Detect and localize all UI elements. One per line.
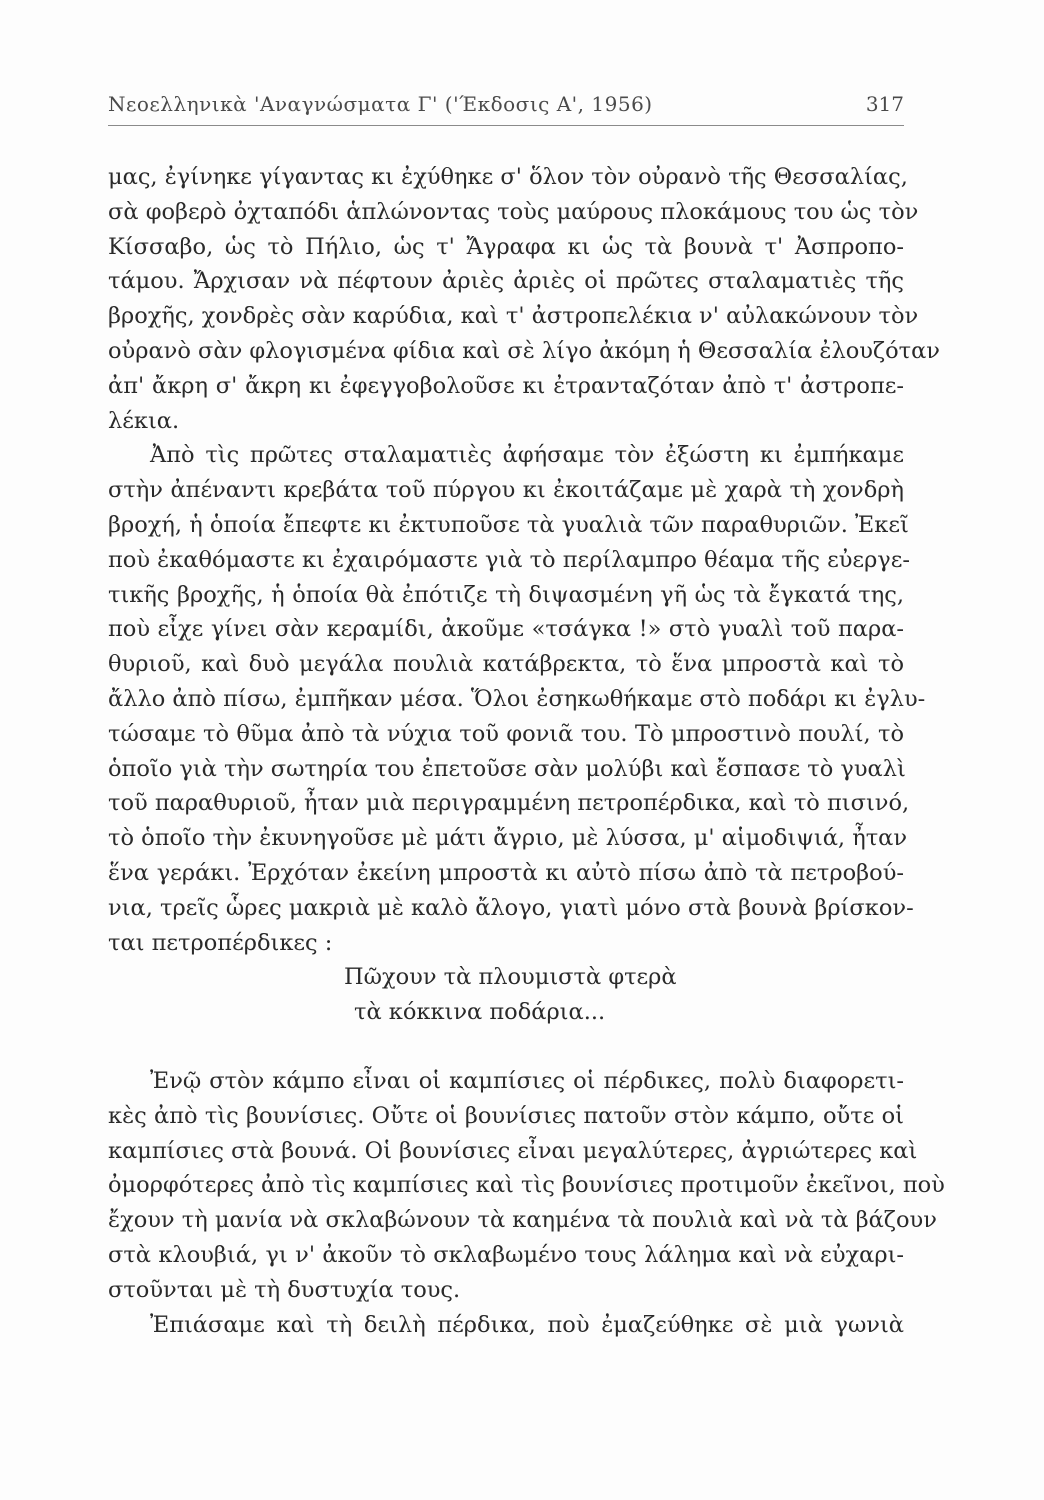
text-line: ἄλλο ἀπὸ πίσω, ἐμπῆκαν μέσα. Ὅλοι ἐσηκωθήκαμε στὸ ποδάρι κι ἐγλυ- xyxy=(108,685,926,712)
text-line: Ἀπὸ τὶς πρῶτες σταλαματιὲς ἀφήσαμε τὸν ἐξώστη κι ἐμπήκαμε xyxy=(150,442,904,469)
text-line: ται πετροπέρδικες : xyxy=(108,929,333,956)
text-line: τώσαμε τὸ θῦμα ἀπὸ τὰ νύχια τοῦ φονιᾶ του. Τὸ μπροστινὸ πουλί, τὸ xyxy=(108,720,904,747)
text-line: σὰ φοβερὸ ὀχταπόδι ἁπλώνοντας τοὺς μαύρους πλοκάμους του ὡς τὸν xyxy=(108,198,919,225)
text-line: ἔχουν τὴ μανία νὰ σκλαβώνουν τὰ καημένα τὰ πουλιὰ καὶ νὰ τὰ βάζουν xyxy=(108,1207,937,1234)
text-line: ἕνα γεράκι. Ἐρχόταν ἐκείνη μπροστὰ κι αὐτὸ πίσω ἀπὸ τὰ πετροβού- xyxy=(108,859,904,886)
header-rule xyxy=(108,125,904,126)
text-line: στὴν ἀπέναντι κρεβάτα τοῦ πύργου κι ἐκοιτάζαμε μὲ χαρὰ τὴ χονδρὴ xyxy=(108,477,904,504)
text-line: ὀμορφότερες ἀπὸ τὶς καμπίσιες καὶ τὶς βουνίσιες προτιμοῦν ἐκεῖνοι, ποὺ xyxy=(108,1172,945,1199)
text-line: Ἐπιάσαμε καὶ τὴ δειλὴ πέρδικα, ποὺ ἐμαζεύθηκε σὲ μιὰ γωνιὰ xyxy=(150,1311,904,1338)
text-line: στὰ κλουβιά, γι ν' ἀκοῦν τὸ σκλαβωμένο τους λάλημα καὶ νὰ εὐχαρι- xyxy=(108,1241,904,1268)
text-line: μας, ἐγίνηκε γίγαντας κι ἐχύθηκε σ' ὅλον τὸν οὐρανὸ τῆς Θεσσαλίας, xyxy=(108,164,908,190)
text-line: θυριοῦ, καὶ δυὸ μεγάλα πουλιὰ κατάβρεκτα, τὸ ἕνα μπροστὰ καὶ τὸ xyxy=(108,651,904,678)
text-line: ποὺ εἶχε γίνει σὰν κεραμίδι, ἀκοῦμε «τσάγκα !» στὸ γυαλὶ τοῦ παρα- xyxy=(108,616,904,643)
verse-spacing xyxy=(108,1030,904,1064)
text-line: καμπίσιες στὰ βουνά. Οἱ βουνίσιες εἶναι μεγαλύτερες, ἀγριώτερες καὶ xyxy=(108,1137,918,1164)
text-line: οὐρανὸ σὰν φλογισμένα φίδια καὶ σὲ λίγο ἀκόμη ἡ Θεσσαλία ἐλουζόταν xyxy=(108,337,940,364)
text-line: Κίσσαβο, ὡς τὸ Πήλιο, ὡς τ' Ἄγραφα κι ὡς τὰ βουνὰ τ' Ἀσπροπο- xyxy=(108,233,904,260)
text-line: Ἐνῷ στὸν κάμπο εἶναι οἱ καμπίσιες οἱ πέρδικες, πολὺ διαφορετι- xyxy=(150,1067,904,1094)
running-title: Νεοελληνικὰ 'Αναγνώσματα Γ' ('Έκδοσις Α', 1956) xyxy=(108,92,653,116)
text-line: τοῦ παραθυριοῦ, ἦταν μιὰ περιγραμμένη πετροπέρδικα, καὶ τὸ πισινό, xyxy=(108,790,910,817)
page-header xyxy=(108,92,904,122)
text-line: τικῆς βροχῆς, ἡ ὁποία θὰ ἐπότιζε τὴ διψασμένη γῆ ὡς τὰ ἔγκατά της, xyxy=(108,581,904,608)
text-line: βροχή, ἡ ὁποία ἔπεφτε κι ἐκτυποῦσε τὰ γυαλιὰ τῶν παραθυριῶν. Ἐκεῖ xyxy=(108,511,909,538)
text-line: νια, τρεῖς ὧρες μακριὰ μὲ καλὸ ἄλογο, γιατὶ μόνο στὰ βουνὰ βρίσκον- xyxy=(108,894,914,921)
text-line: ποὺ ἐκαθόμαστε κι ἐχαιρόμαστε γιὰ τὸ περίλαμπρο θέαμα τῆς εὐεργε- xyxy=(108,546,911,573)
text-line: στοῦνται μὲ τὴ δυστυχία τους. xyxy=(108,1276,461,1303)
text-line: λέκια. xyxy=(108,407,180,434)
verse-line: Πῶχουν τὰ πλουμιστὰ φτερὰ xyxy=(344,964,677,991)
text-line: κὲς ἀπὸ τὶς βουνίσιες. Οὔτε οἱ βουνίσιες πατοῦν στὸν κάμπο, οὔτε οἱ xyxy=(108,1102,904,1129)
page-number: 317 xyxy=(865,92,904,116)
text-line: τὸ ὁποῖο τὴν ἐκυνηγοῦσε μὲ μάτι ἄγριο, μὲ λύσσα, μ' αἱμοδιψιά, ἦταν xyxy=(108,825,908,852)
verse-line: τὰ κόκκινα ποδάρια... xyxy=(354,999,606,1026)
text-line: ὁποῖο γιὰ τὴν σωτηρία του ἐπετοῦσε σὰν μολύβι καὶ ἔσπασε τὸ γυαλὶ xyxy=(108,755,906,782)
text-line: ἀπ' ἄκρη σ' ἄκρη κι ἐφεγγοβολοῦσε κι ἐτρανταζόταν ἀπὸ τ' ἀστροπε- xyxy=(108,372,904,399)
text-line: τάμου. Ἄρχισαν νὰ πέφτουν ἀριὲς ἀριὲς οἱ πρῶτες σταλαματιὲς τῆς xyxy=(108,268,904,295)
body-text xyxy=(108,160,945,1342)
text-line: βροχῆς, χονδρὲς σὰν καρύδια, καὶ τ' ἀστροπελέκια ν' αὐλακώνουν τὸν xyxy=(108,303,919,330)
